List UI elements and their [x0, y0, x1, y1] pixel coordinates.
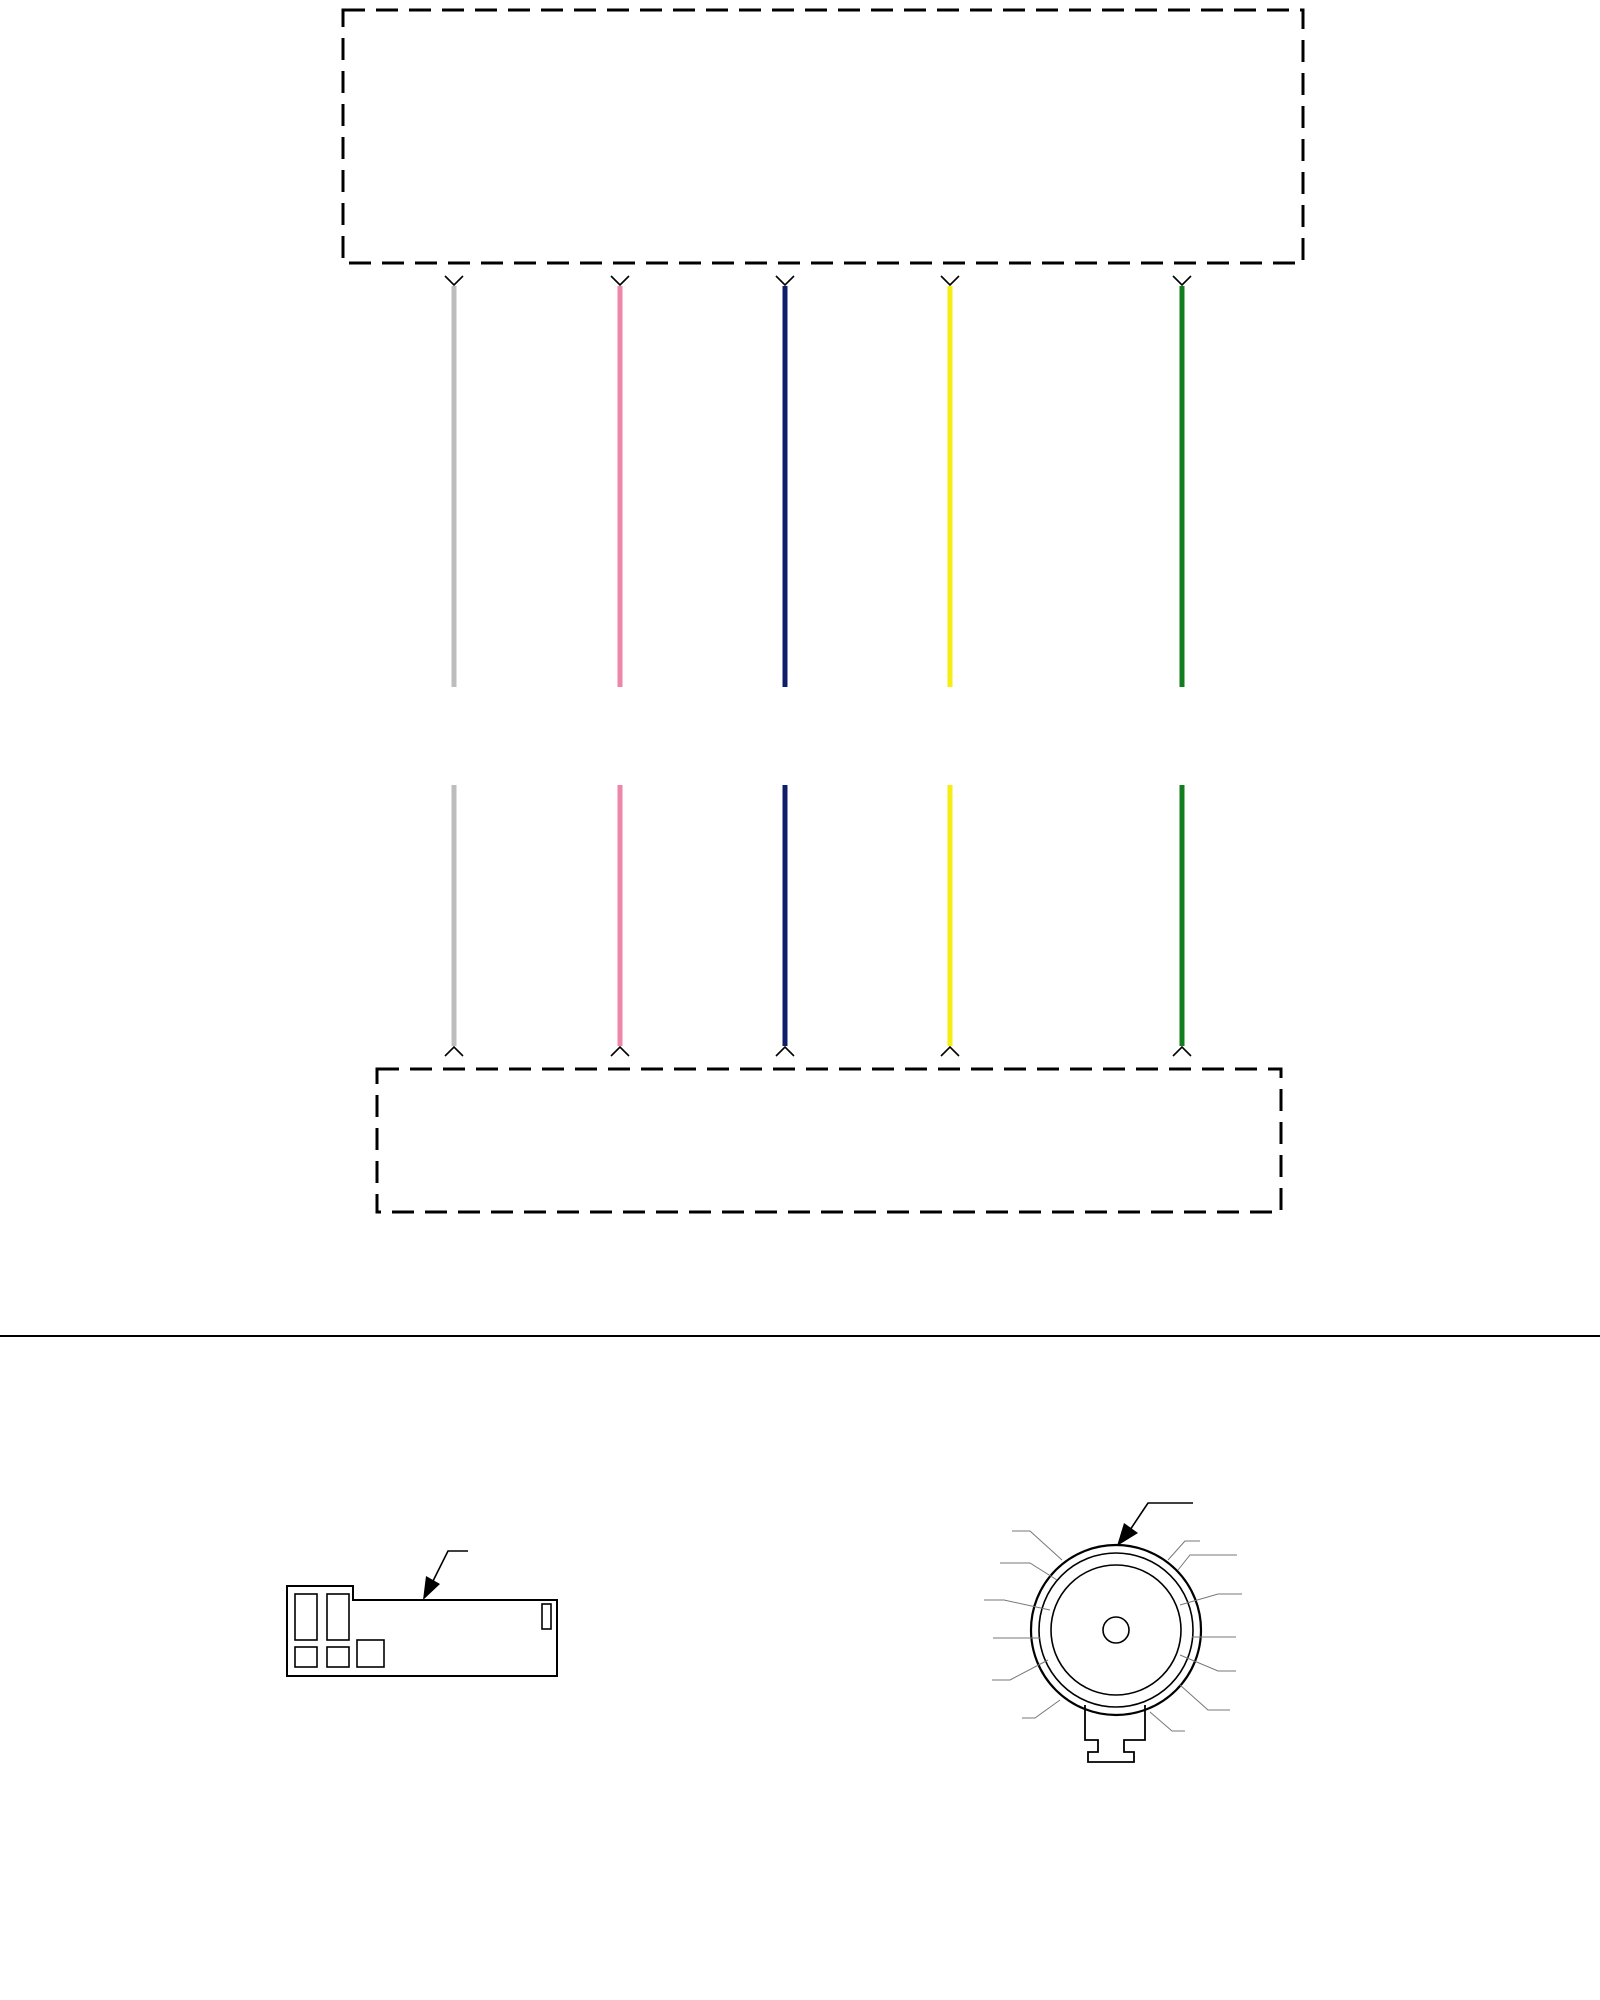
tcm-pin-fork [611, 276, 629, 285]
ehcu-connector-view [984, 1503, 1242, 1762]
ehcu-color-leader [1130, 1503, 1193, 1530]
tcm-pin-fork [445, 276, 463, 285]
ehcu-connector-outer-ring [1031, 1545, 1201, 1715]
circuit-sensor-supply [776, 276, 794, 1056]
tcm-c2-cavity [542, 1604, 551, 1629]
ehcu-pin-fork [1173, 1047, 1191, 1056]
ehcu-connector-insert [1051, 1565, 1181, 1695]
circuit-input-speed-1 [611, 276, 629, 1056]
ehcu-pin-fork [445, 1047, 463, 1056]
ehcu-arrow-icon [1117, 1523, 1138, 1546]
tcm-c2-cavity-h [295, 1594, 317, 1640]
tcm-c2-connector-view [287, 1551, 557, 1676]
ehcu-pin-leaders [984, 1531, 1242, 1731]
tcm-pin-fork [1173, 276, 1191, 285]
circuit-input-speed-2 [941, 276, 959, 1056]
ehcu-pin-fork [611, 1047, 629, 1056]
tcm-c2-cavity [357, 1640, 384, 1667]
tcm-c2-color-leader [431, 1551, 468, 1585]
ehcu-pin-fork [941, 1047, 959, 1056]
tcm-c2-arrow-icon [423, 1576, 440, 1600]
ehcu-connector-center [1103, 1617, 1129, 1643]
tcm-pin-fork [941, 276, 959, 285]
circuit-sensor-ground [445, 276, 463, 1056]
circuit-temperature-pn [1173, 276, 1191, 1056]
tcm-pin-fork [776, 276, 794, 285]
tcm-c2-cavity [327, 1647, 349, 1667]
ehcu-connector-inner-ring [1039, 1553, 1193, 1707]
ehcu-pin-fork [776, 1047, 794, 1056]
tcm-c2-cavity-l [327, 1594, 349, 1640]
tcm-module-box [343, 10, 1303, 263]
tcm-c2-cavity [295, 1647, 317, 1667]
ehcu-module-box [377, 1069, 1281, 1212]
